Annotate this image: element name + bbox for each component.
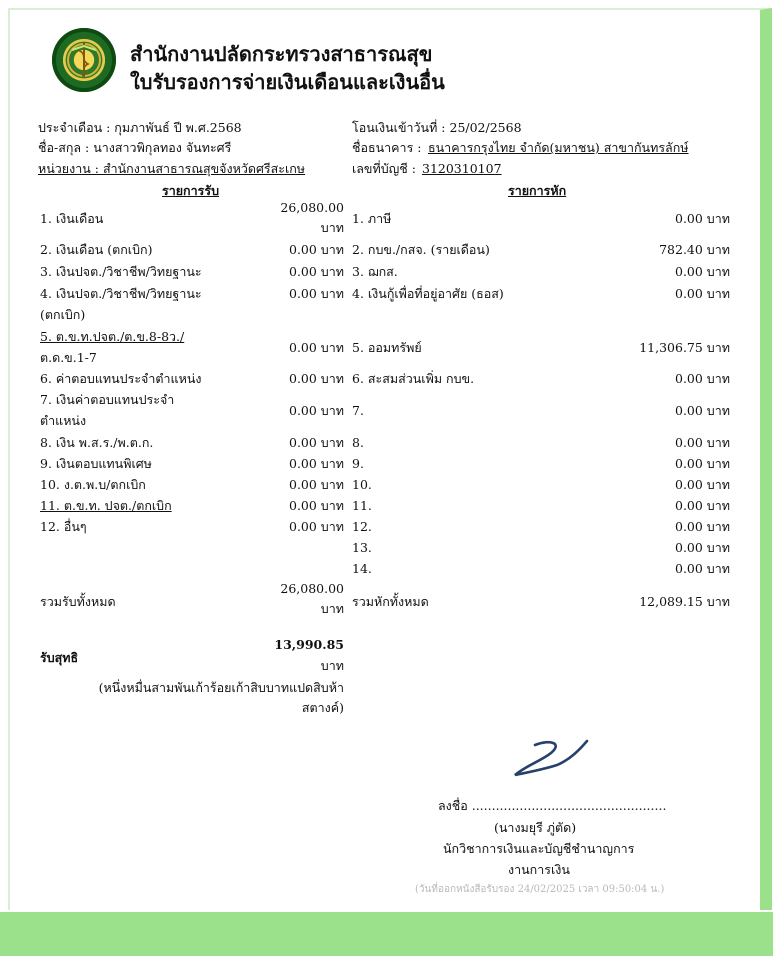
income-item-label-2: ต.ด.ข.1-7 bbox=[40, 350, 97, 365]
income-item-label: 5. ต.ข.ท.ปจต./ต.ข.8-8ว./ bbox=[40, 329, 185, 344]
org-title: สำนักงานปลัดกระทรวงสาธารณสุข bbox=[130, 42, 433, 66]
income-item-amount: 0.00 บาท bbox=[289, 519, 344, 534]
deduction-item-label: 11. bbox=[352, 498, 372, 513]
ministry-logo bbox=[52, 28, 116, 92]
income-total-amount: 26,080.00 bbox=[280, 581, 344, 596]
income-item-amount: 0.00 บาท bbox=[289, 456, 344, 471]
income-item-label-2: ตำแหน่ง bbox=[40, 413, 87, 428]
deduction-item-amount: 0.00 บาท bbox=[675, 477, 730, 492]
income-heading: รายการรับ bbox=[162, 183, 220, 198]
deduction-item-amount: 0.00 บาท bbox=[675, 540, 730, 555]
deduction-item-amount: 0.00 บาท bbox=[675, 403, 730, 418]
income-total-unit: บาท bbox=[320, 601, 344, 616]
net-amount: 13,990.85 bbox=[274, 637, 344, 652]
deduction-item-label: 9. bbox=[352, 456, 364, 471]
deduction-item-label: 10. bbox=[352, 477, 372, 492]
income-item-label: 10. ง.ต.พ.บ/ตกเบิก bbox=[40, 477, 146, 492]
deduction-item-amount: 0.00 บาท bbox=[675, 456, 730, 471]
income-item-label: 3. เงินปจต./วิชาชีพ/วิทยฐานะ bbox=[40, 264, 202, 279]
income-item-label: 4. เงินปจต./วิชาชีพ/วิทยฐานะ bbox=[40, 286, 202, 301]
net-amount-words-2: สตางค์) bbox=[301, 700, 344, 715]
deduction-item-label: 5. ออมทรัพย์ bbox=[352, 340, 422, 355]
deduction-total-amount: 12,089.15 บาท bbox=[639, 594, 730, 609]
income-item-amount: 0.00 บาท bbox=[289, 403, 344, 418]
net-amount-words: (หนึ่งหมื่นสามพันเก้าร้อยเก้าสิบบาทแปดสิบห้า bbox=[98, 680, 344, 695]
income-item-label: 12. อื่นๆ bbox=[40, 519, 87, 534]
deduction-item-label: 12. bbox=[352, 519, 372, 534]
deduction-total-label: รวมหักทั้งหมด bbox=[352, 594, 429, 609]
bank-label: ชื่อธนาคาร : bbox=[352, 140, 422, 155]
deduction-item-amount: 782.40 บาท bbox=[659, 242, 730, 257]
income-item-amount: 0.00 บาท bbox=[289, 340, 344, 355]
document-title: ใบรับรองการจ่ายเงินเดือนและเงินอื่น bbox=[130, 70, 445, 94]
net-unit: บาท bbox=[320, 658, 344, 673]
deduction-item-label: 1. ภาษี bbox=[352, 211, 392, 226]
income-item-amount: 26,080.00 bbox=[280, 200, 344, 215]
signature-image bbox=[505, 735, 595, 785]
bottom-band bbox=[0, 912, 773, 956]
signer-department: งานการเงิน bbox=[508, 862, 570, 877]
deduction-item-label: 14. bbox=[352, 561, 372, 576]
income-item-label: 11. ต.ข.ท. ปจต./ตกเบิก bbox=[40, 498, 172, 513]
deduction-heading: รายการหัก bbox=[508, 183, 567, 198]
income-item-amount: 0.00 บาท bbox=[289, 498, 344, 513]
income-item-label: 1. เงินเดือน bbox=[40, 211, 104, 226]
employee-name: ชื่อ-สกุล : นางสาวพิกุลทอง จันทะศรี bbox=[38, 140, 232, 155]
income-item-amount: 0.00 บาท bbox=[289, 264, 344, 279]
deduction-item-amount: 0.00 บาท bbox=[675, 561, 730, 576]
net-label: รับสุทธิ bbox=[40, 650, 79, 665]
account-number: 3120310107 bbox=[422, 161, 502, 176]
transfer-date: โอนเงินเข้าวันที่ : 25/02/2568 bbox=[352, 120, 522, 135]
deduction-item-amount: 0.00 บาท bbox=[675, 211, 730, 226]
income-item-unit: บาท bbox=[320, 220, 344, 235]
issue-timestamp: (วันที่ออกหนังสือรับรอง 24/02/2025 เวลา 09:50:04 น.) bbox=[415, 884, 665, 895]
income-item-amount: 0.00 บาท bbox=[289, 286, 344, 301]
deduction-item-amount: 0.00 บาท bbox=[675, 371, 730, 386]
work-unit: หน่วยงาน : สำนักงานสาธารณสุขจังหวัดศรีสะเกษ bbox=[38, 161, 306, 176]
deduction-item-amount: 0.00 บาท bbox=[675, 498, 730, 513]
income-item-label: 2. เงินเดือน (ตกเบิก) bbox=[40, 242, 153, 257]
income-item-label: 6. ค่าตอบแทนประจำตำแหน่ง bbox=[40, 371, 202, 386]
deduction-item-label: 4. เงินกู้เพื่อที่อยู่อาศัย (ธอส) bbox=[352, 286, 504, 301]
income-total-label: รวมรับทั้งหมด bbox=[40, 594, 116, 609]
deduction-item-label: 7. bbox=[352, 403, 364, 418]
deduction-item-label: 8. bbox=[352, 435, 364, 450]
deduction-item-amount: 0.00 บาท bbox=[675, 435, 730, 450]
deduction-item-label: 13. bbox=[352, 540, 372, 555]
income-item-amount: 0.00 บาท bbox=[289, 242, 344, 257]
income-item-label-2: (ตกเบิก) bbox=[40, 307, 86, 322]
income-item-label: 7. เงินค่าตอบแทนประจำ bbox=[40, 392, 175, 407]
income-item-amount: 0.00 บาท bbox=[289, 371, 344, 386]
deduction-item-amount: 0.00 บาท bbox=[675, 264, 730, 279]
deduction-item-label: 2. กบข./กสจ. (รายเดือน) bbox=[352, 242, 490, 257]
deduction-item-amount: 0.00 บาท bbox=[675, 519, 730, 534]
account-label: เลขที่บัญชี : bbox=[352, 161, 416, 176]
deduction-item-amount: 0.00 บาท bbox=[675, 286, 730, 301]
deduction-item-label: 3. ฌกส. bbox=[352, 264, 398, 279]
bank-name: ธนาคารกรุงไทย จำกัด(มหาชน) สาขากันทรลักษ์ bbox=[428, 140, 689, 155]
income-item-label: 8. เงิน พ.ส.ร./พ.ต.ก. bbox=[40, 435, 154, 450]
signature-line: ลงชื่อ ................................................. bbox=[438, 798, 667, 813]
deduction-item-amount: 11,306.75 บาท bbox=[639, 340, 730, 355]
income-item-amount: 0.00 บาท bbox=[289, 435, 344, 450]
signer-name: (นางมยุรี ภู่ตัด) bbox=[494, 820, 577, 835]
income-item-amount: 0.00 บาท bbox=[289, 477, 344, 492]
income-item-label: 9. เงินตอบแทนพิเศษ bbox=[40, 456, 152, 471]
signer-position: นักวิชาการเงินและบัญชีชำนาญการ bbox=[443, 841, 635, 856]
deduction-item-label: 6. สะสมส่วนเพิ่ม กบข. bbox=[352, 371, 475, 386]
pay-month: ประจำเดือน : กุมภาพันธ์ ปี พ.ศ.2568 bbox=[38, 120, 242, 135]
